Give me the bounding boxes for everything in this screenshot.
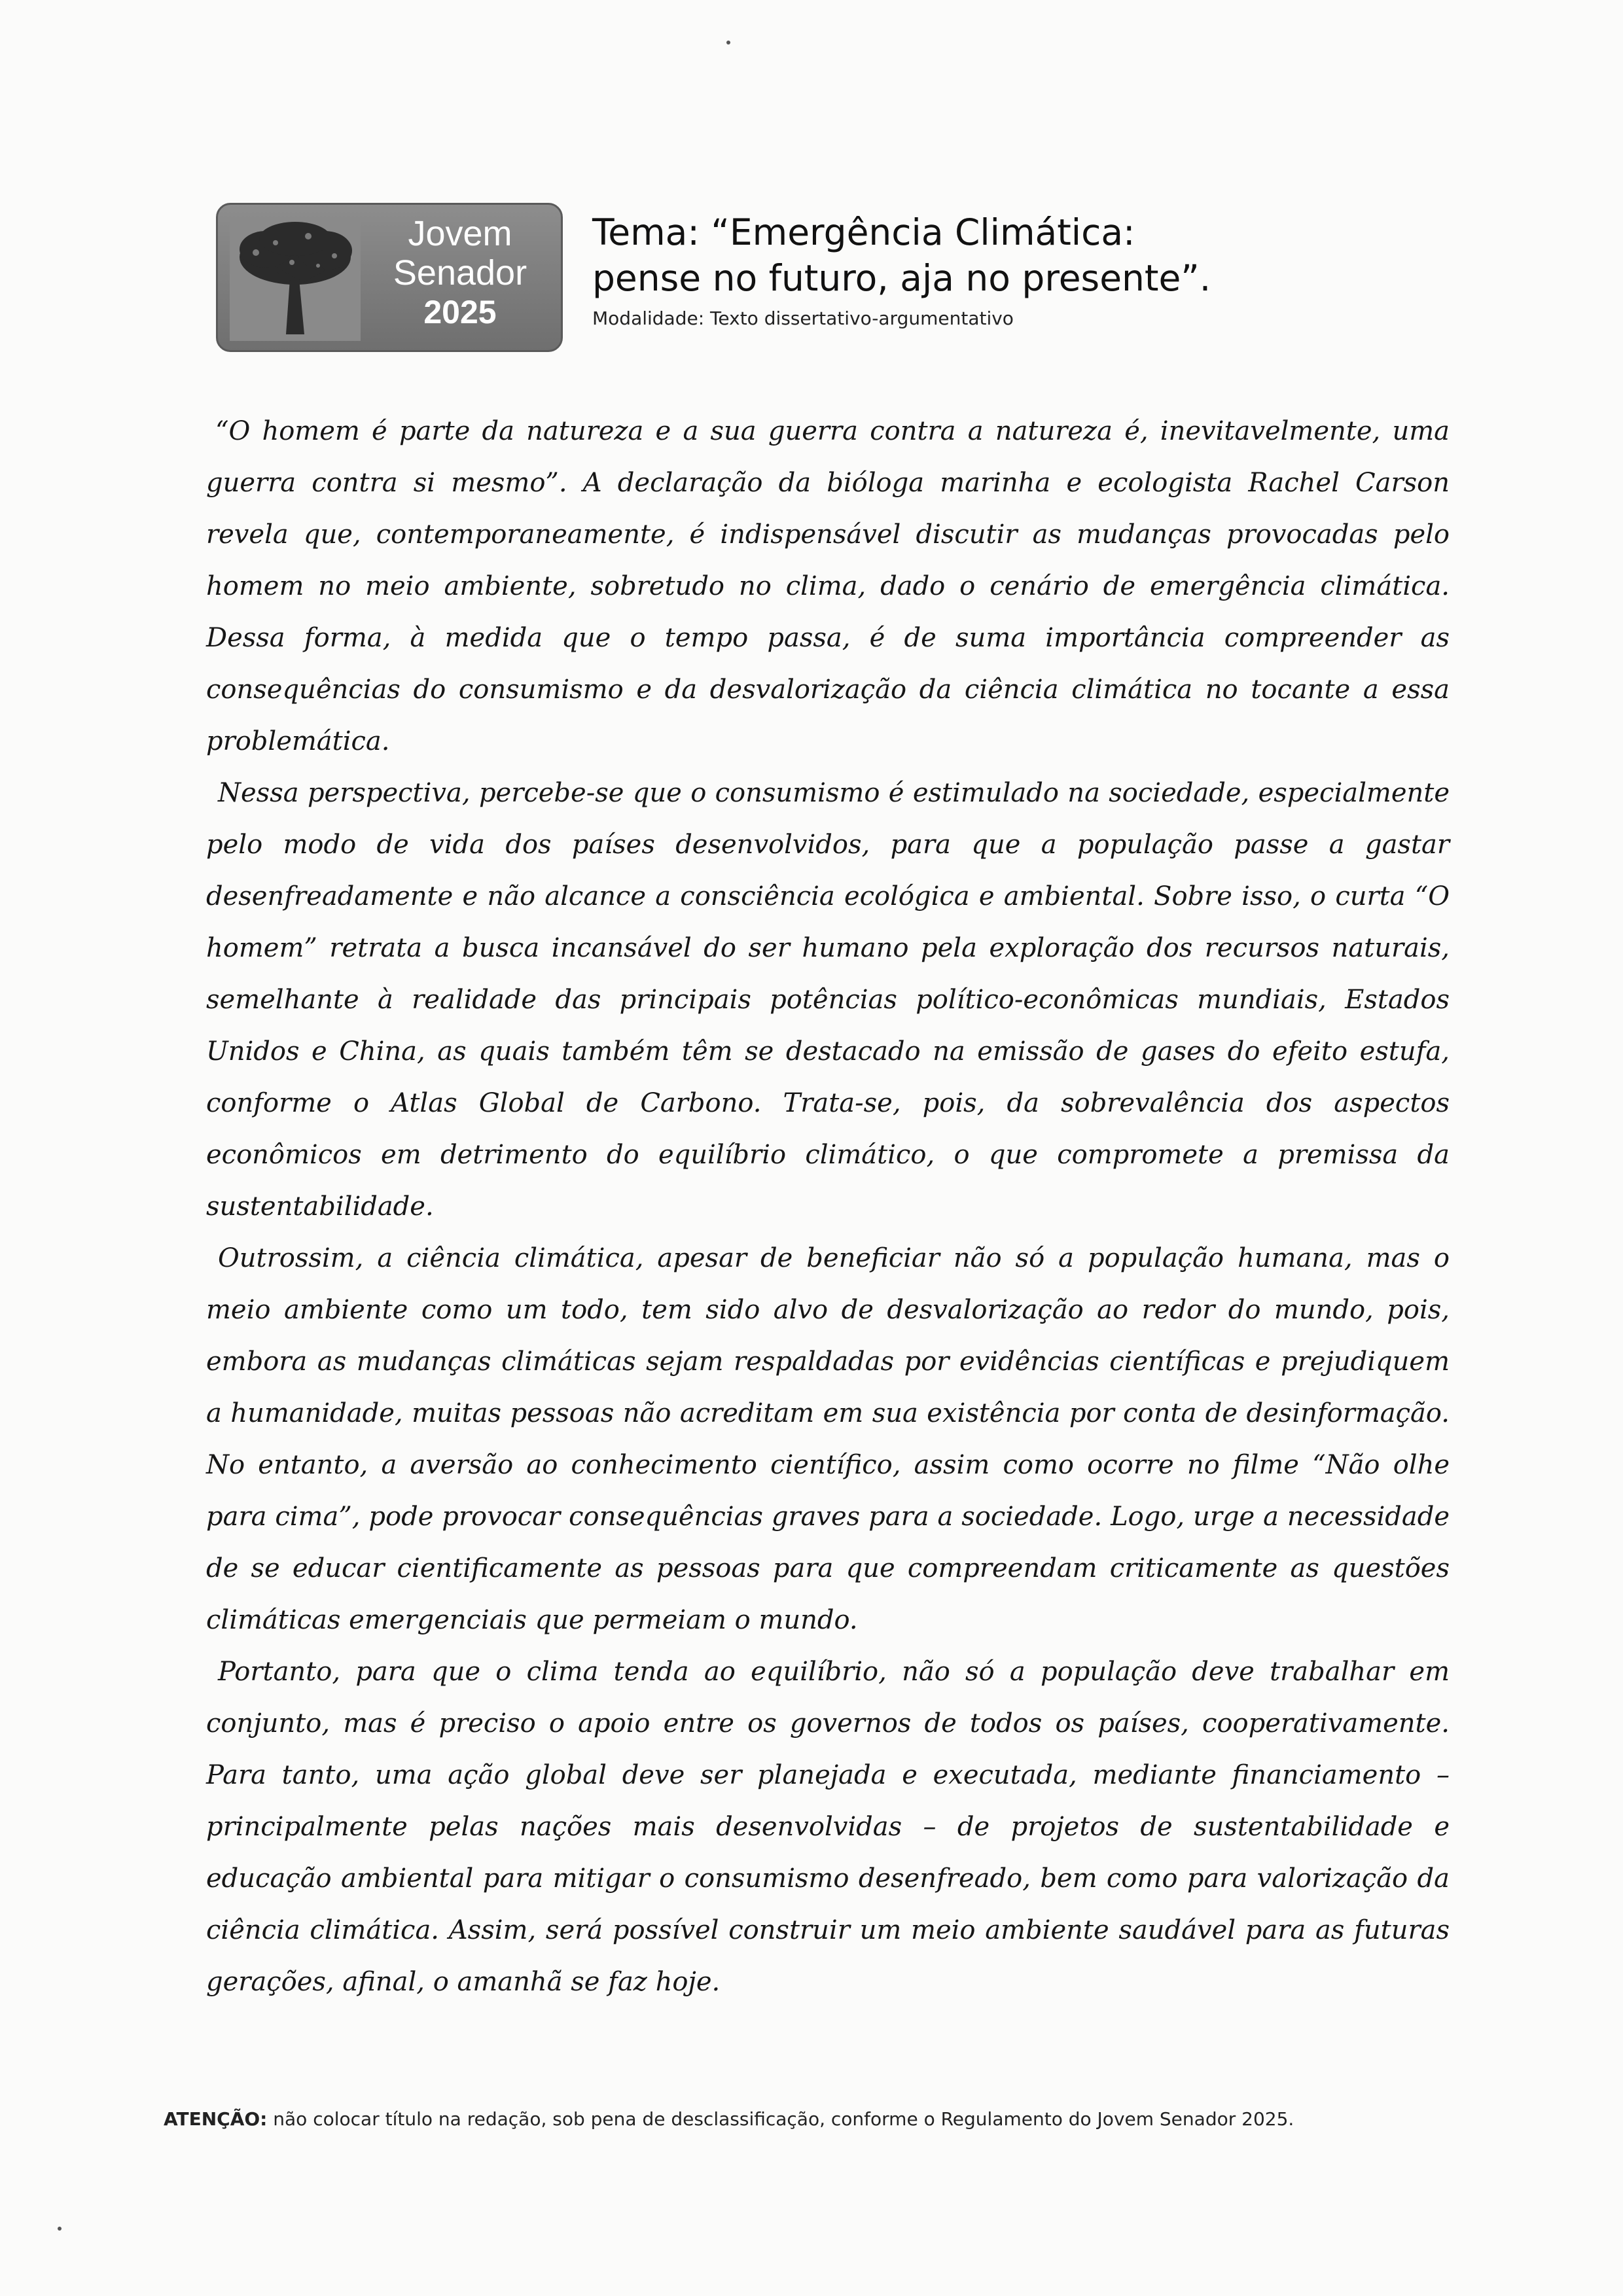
scan-speck (58, 2227, 62, 2231)
modality-label: Modalidade: Texto dissertativo-argumentativo (592, 308, 1014, 329)
essay-paragraph: Nessa perspectiva, percebe-se que o consumismo é estimulado na sociedade, especialmente pelo modo de vida dos países desenvolvidos, para que a população passe a gastar desenfreadamente e não alcance a consciência ecológica e ambiental. Sobre isso, o curta “O homem” retrata a busca incansável do ser humano pela exploração dos recursos naturais, semelhante à realidade das principais potências político-econômicas mundiais, Estados Unidos e China, as quais também têm se destacado na emissão de gases do efeito estufa, conforme o Atlas Global de Carbono. Trata-se, pois, da sobrevalência dos aspectos econômicos em detrimento do equilíbrio climático, o que compromete a premissa da sustentabilidade. (206, 778, 1450, 1222)
essay-paragraph: Portanto, para que o clima tenda ao equilíbrio, não só a população deve trabalhar em conjunto, mas é preciso o apoio entre os governos de todos os países, cooperativamente. Para tanto, uma ação global deve ser planejada e executada, mediante financiamento – principalmente pelas nações mais desenvolvidas – de projetos de sustentabilidade e educação ambiental para mitigar o consumismo desenfreado, bem como para valorização da ciência climática. Assim, será possível construir um meio ambiente saudável para as futuras gerações, afinal, o amanhã se faz hoje. (206, 1657, 1450, 1997)
footer-notice (164, 2108, 1472, 2130)
notice-text: não colocar título na redação, sob pena de desclassificação, conforme o Regulamento do Jovem Senador 2025. (267, 2108, 1294, 2130)
handwritten-essay (206, 406, 1450, 2008)
scan-speck (726, 41, 730, 44)
tree-icon (230, 217, 361, 341)
logo-line-senador: Senador (393, 253, 527, 292)
theme-title-line2: pense no futuro, aja no presente”. (592, 257, 1211, 299)
logo-text (365, 214, 555, 332)
logo-line-jovem: Jovem (408, 214, 512, 253)
theme-header (592, 209, 1378, 329)
logo-line-year: 2025 (423, 294, 497, 330)
essay-paragraph: “O homem é parte da natureza e a sua guerra contra a natureza é, inevitavelmente, uma guerra contra si mesmo”. A declaração da bióloga marinha e ecologista Rachel Carson revela que, contemporaneamente, é indispensável discutir as mudanças provocadas pelo homem no meio ambiente, sobretudo no clima, dado o cenário de emergência climática. Dessa forma, à medida que o tempo passa, é de suma importância compreender as consequências do consumismo e da desvalorização da ciência climática no tocante a essa problemática. (206, 416, 1450, 756)
essay-paragraph: Outrossim, a ciência climática, apesar de beneficiar não só a população humana, mas o meio ambiente como um todo, tem sido alvo de desvalorização ao redor do mundo, pois, embora as mudanças climáticas sejam respaldadas por evidências científicas e prejudiquem a humanidade, muitas pessoas não acreditam em sua existência por conta de desinformação. No entanto, a aversão ao conhecimento científico, assim como ocorre no filme “Não olhe para cima”, pode provocar consequências graves para a sociedade. Logo, urge a necessidade de se educar cientificamente as pessoas para que compreendam criticamente as questões climáticas emergenciais que permeiam o mundo. (206, 1243, 1450, 1635)
notice-label: ATENÇÃO: (164, 2108, 268, 2130)
theme-title-line1: Tema: “Emergência Climática: (592, 211, 1135, 253)
jovem-senador-logo (216, 203, 563, 352)
